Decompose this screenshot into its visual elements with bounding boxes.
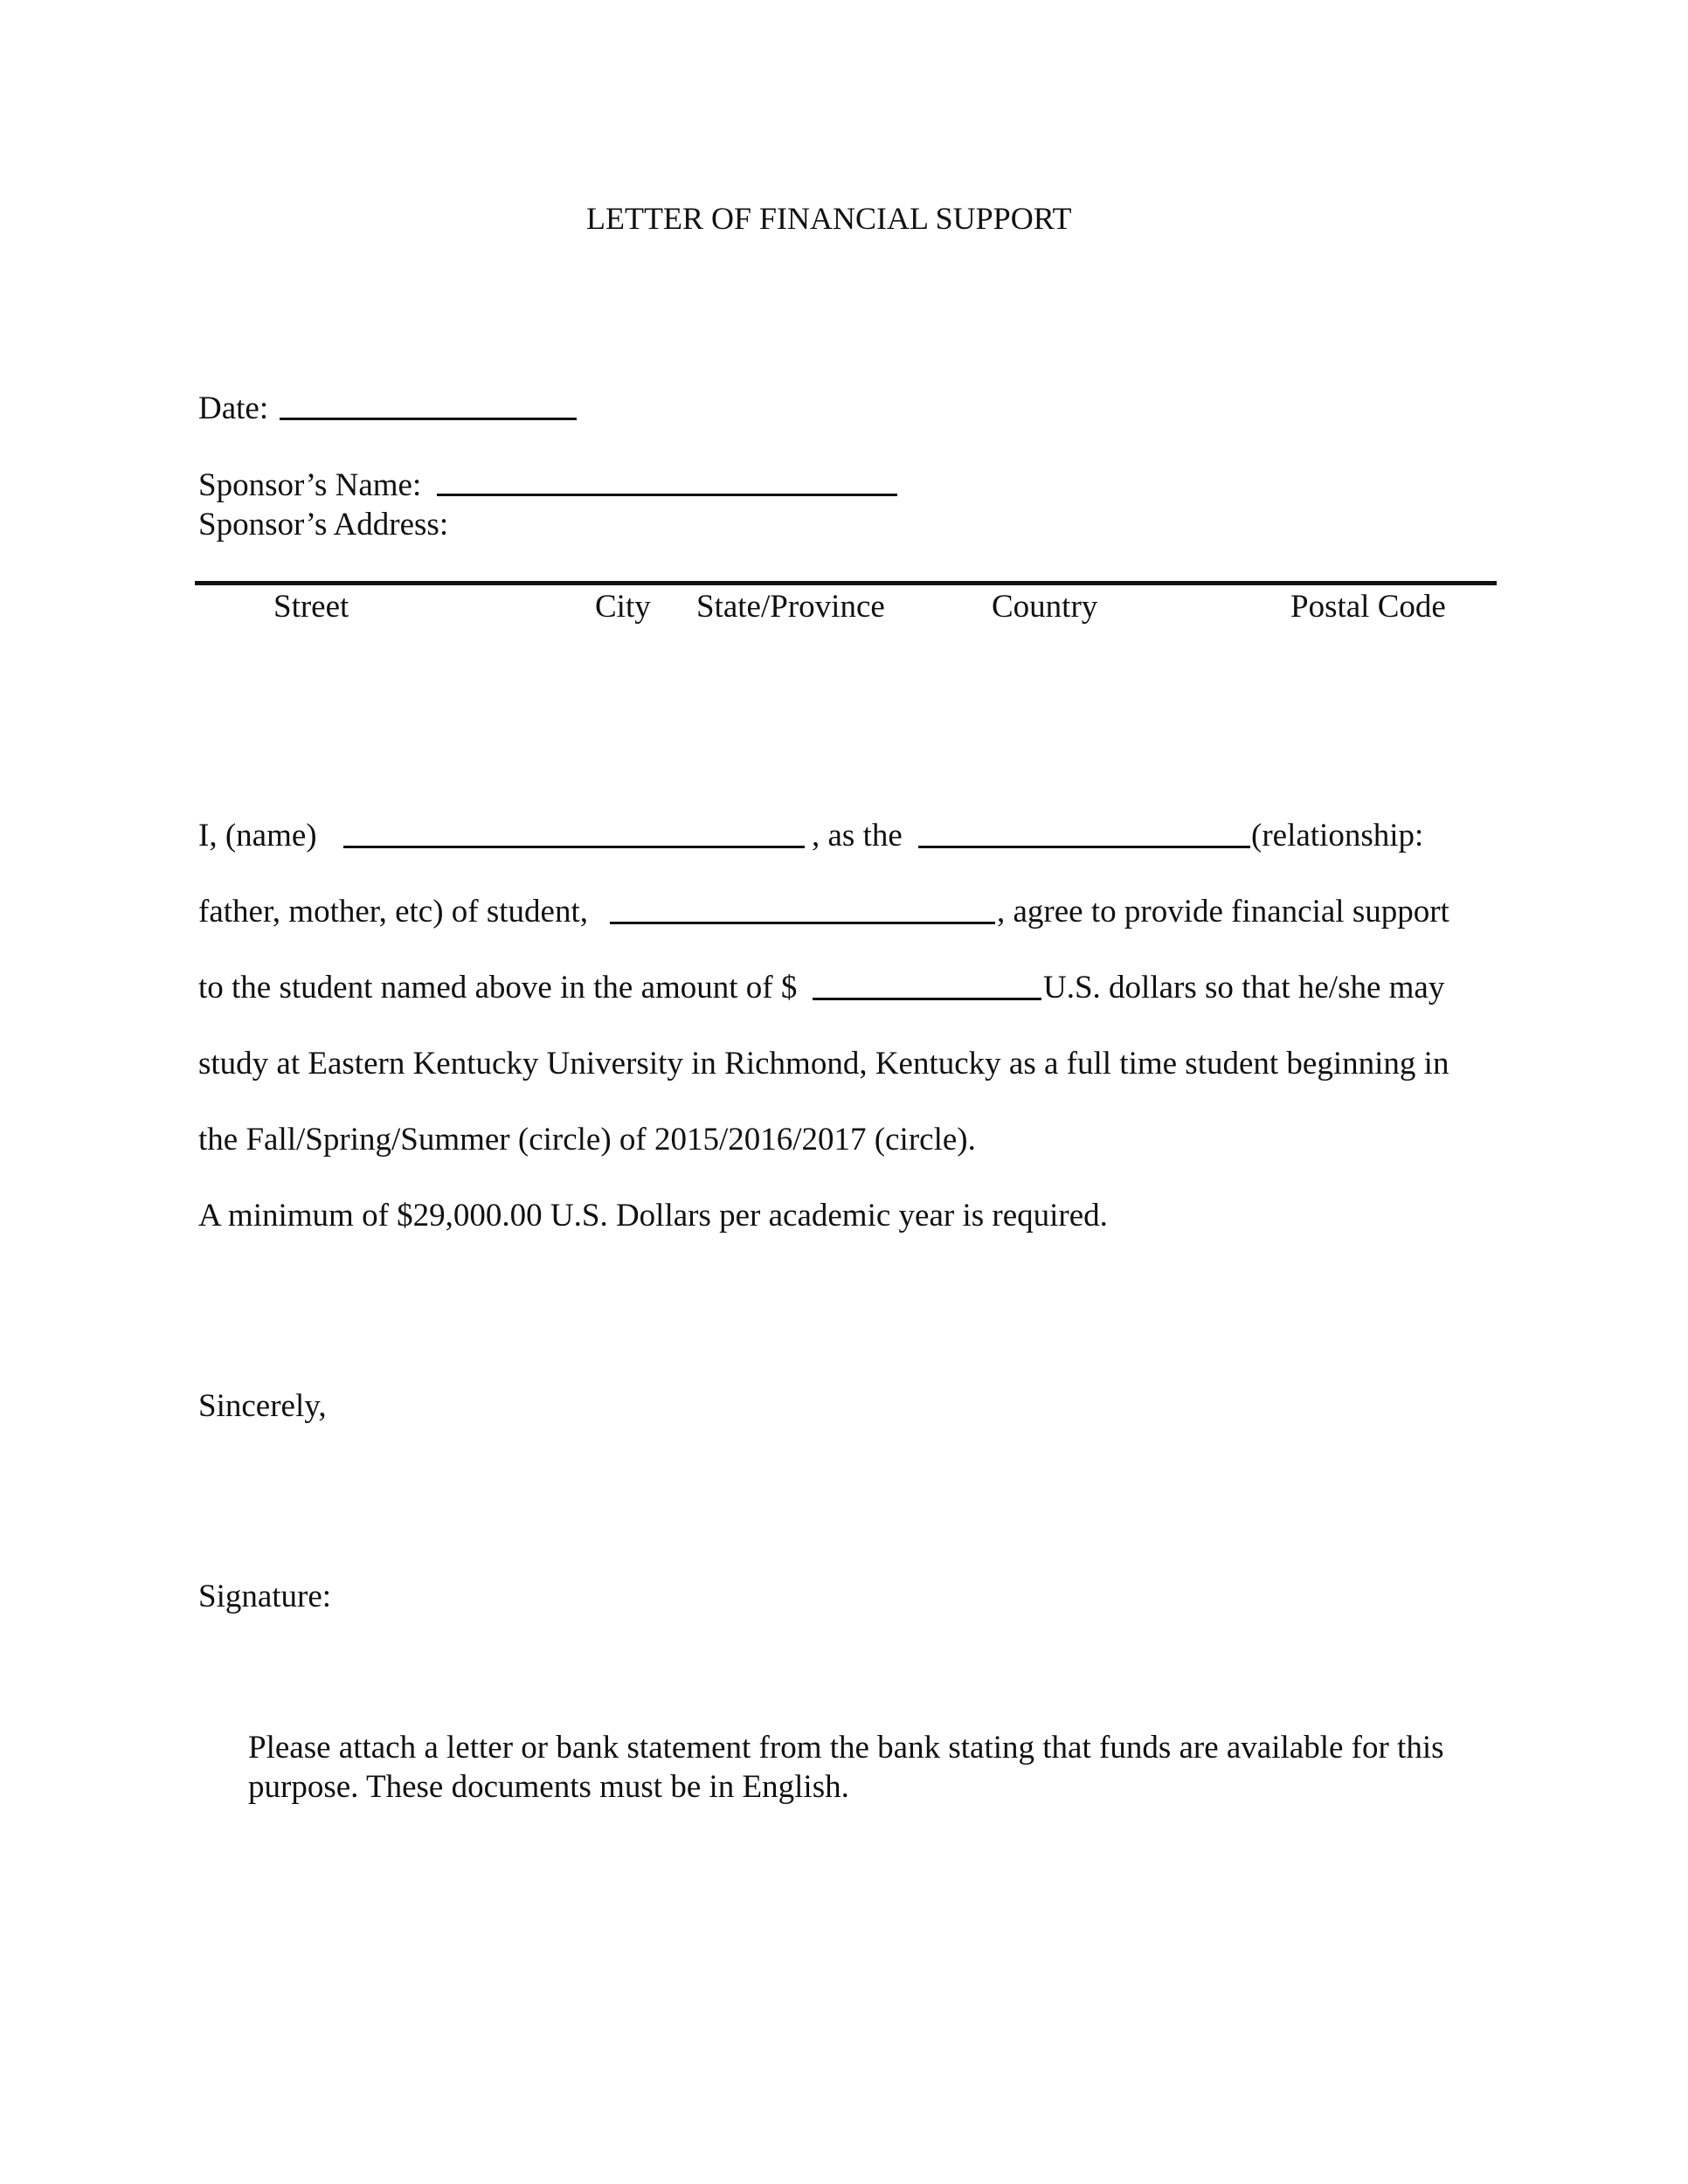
body-line-1-start: I, (name) xyxy=(198,818,317,854)
sponsor-fullname-field[interactable] xyxy=(343,846,805,848)
student-name-field[interactable] xyxy=(610,922,995,924)
sponsor-name-label: Sponsor’s Name: xyxy=(198,467,422,503)
body-line-5: the Fall/Spring/Summer (circle) of 2015/2016/2017 (circle). xyxy=(198,1122,976,1158)
body-line-3-start: to the student named above in the amount of $ xyxy=(198,970,798,1006)
sponsor-name-field[interactable] xyxy=(437,494,897,496)
address-column-street: Street xyxy=(273,589,349,625)
amount-field[interactable] xyxy=(813,998,1041,1000)
address-column-city: City xyxy=(595,589,651,625)
relationship-field[interactable] xyxy=(918,846,1250,848)
date-field[interactable] xyxy=(280,418,577,420)
address-column-state-province: State/Province xyxy=(696,589,885,625)
address-column-postal-code: Postal Code xyxy=(1290,589,1446,625)
body-line-2-end: , agree to provide financial support xyxy=(997,894,1449,930)
body-line-1-end: (relationship: xyxy=(1251,818,1424,854)
sponsor-address-label: Sponsor’s Address: xyxy=(198,507,449,543)
body-line-3-end: U.S. dollars so that he/she may xyxy=(1043,970,1445,1006)
body-line-2-start: father, mother, etc) of student, xyxy=(198,894,589,930)
document-title: LETTER OF FINANCIAL SUPPORT xyxy=(586,201,1072,236)
attachment-note-line-2: purpose. These documents must be in English. xyxy=(248,1769,849,1805)
date-label: Date: xyxy=(198,390,269,426)
address-column-country: Country xyxy=(992,589,1098,625)
body-line-4: study at Eastern Kentucky University in Richmond, Kentucky as a full time student beginning in xyxy=(198,1046,1449,1082)
closing: Sincerely, xyxy=(198,1388,327,1424)
attachment-note-line-1: Please attach a letter or bank statement from the bank stating that funds are available for this xyxy=(248,1730,1444,1766)
sponsor-address-field[interactable] xyxy=(195,581,1497,585)
minimum-requirement-note: A minimum of $29,000.00 U.S. Dollars per academic year is required. xyxy=(198,1198,1108,1234)
signature-label: Signature: xyxy=(198,1579,332,1614)
body-line-1-middle: , as the xyxy=(812,818,903,854)
